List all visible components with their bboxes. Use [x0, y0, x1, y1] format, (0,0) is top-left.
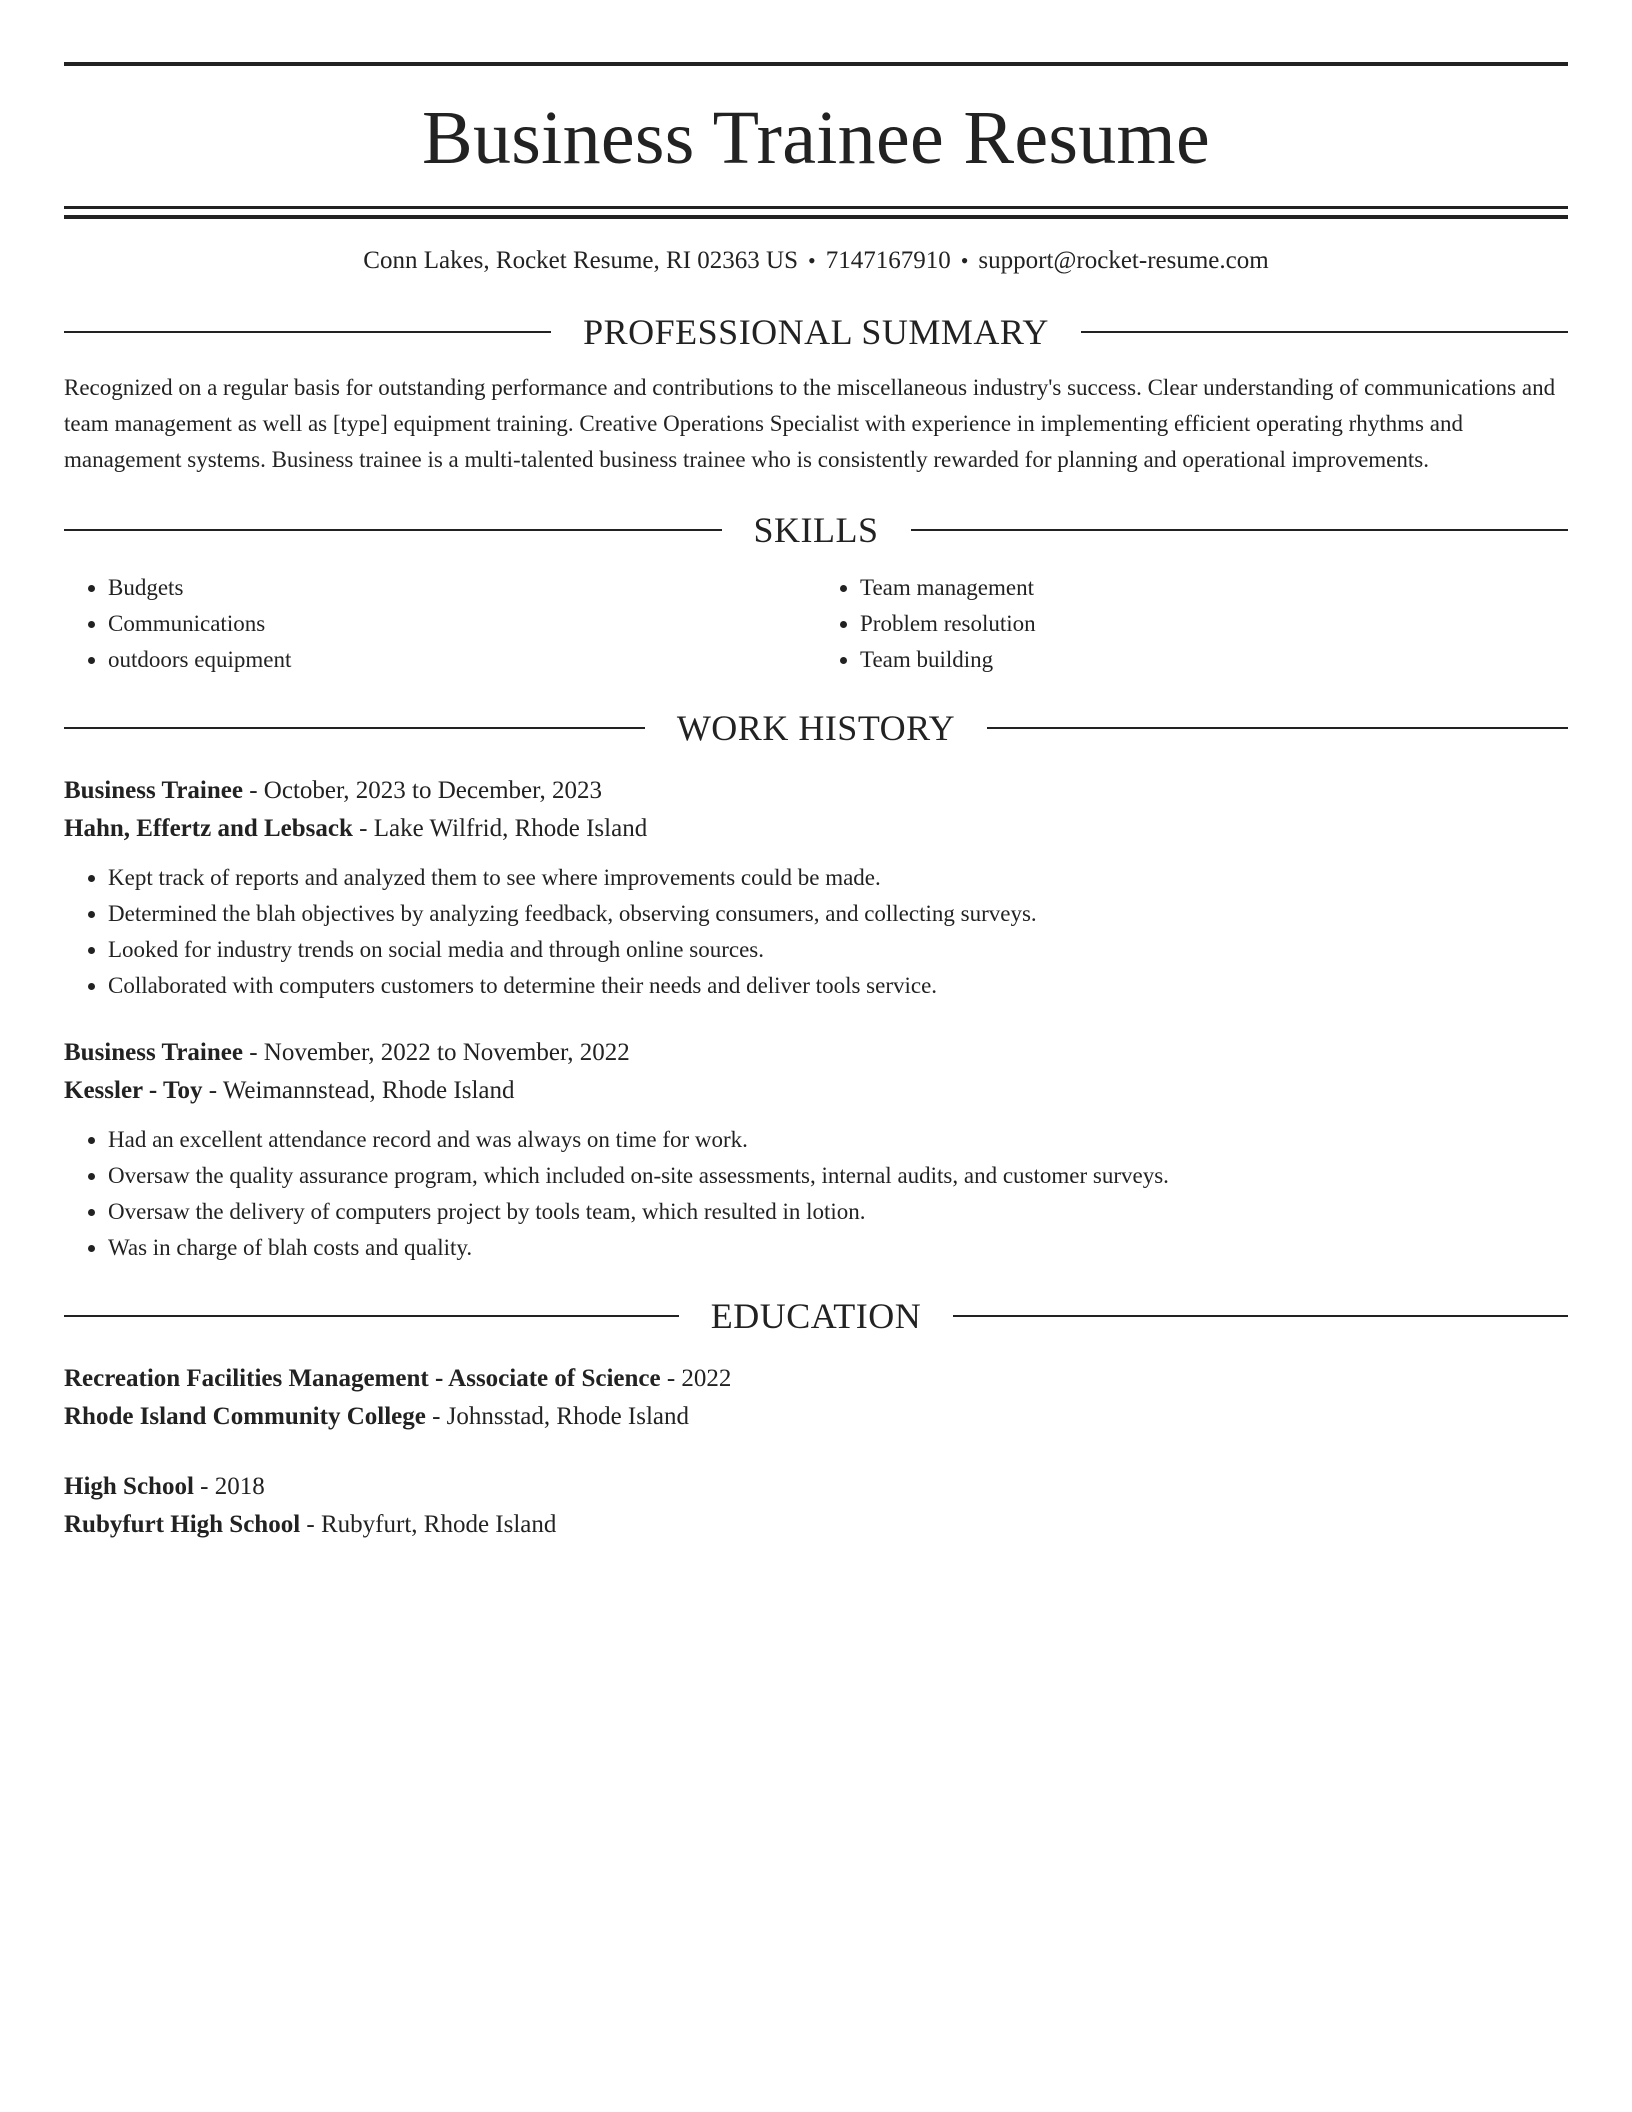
- skill-item: • Problem resolution: [860, 606, 1568, 642]
- skill-item: • outdoors equipment: [108, 642, 816, 678]
- skills-column-left: [64, 570, 816, 678]
- summary-heading-label: PROFESSIONAL SUMMARY: [583, 311, 1049, 352]
- heading-rule-right: [987, 727, 1568, 729]
- education-school-line: [64, 1398, 1568, 1436]
- job-title-line: [64, 1034, 1568, 1072]
- contact-phone: 7147167910: [825, 247, 951, 274]
- heading-rule-right: [911, 529, 1569, 531]
- contact-separator: •: [807, 248, 816, 273]
- education-year: - 2018: [193, 1472, 265, 1500]
- title-double-rule: [64, 206, 1568, 219]
- job-bullets: [64, 1122, 1568, 1266]
- education-section-heading: [64, 1295, 1568, 1336]
- education-heading-label: EDUCATION: [710, 1295, 922, 1336]
- heading-rule-right: [953, 1315, 1568, 1317]
- job-entry: [64, 772, 1568, 1004]
- job-bullet: • Collaborated with computers customers to determine their needs and deliver tools service.: [108, 968, 1568, 1004]
- top-rule: [64, 62, 1568, 66]
- skill-item: • Team management: [860, 570, 1568, 606]
- contact-separator: •: [960, 248, 969, 273]
- summary-section-heading: [64, 311, 1568, 352]
- skills-heading-label: SKILLS: [753, 509, 879, 550]
- contact-line: [64, 245, 1568, 278]
- education-school-line: [64, 1506, 1568, 1544]
- job-bullet: • Oversaw the delivery of computers project by tools team, which resulted in lotion.: [108, 1194, 1568, 1230]
- education-degree: Recreation Facilities Management - Associate of Science: [64, 1364, 661, 1392]
- job-bullet: • Looked for industry trends on social media and through online sources.: [108, 932, 1568, 968]
- resume-title: Business Trainee Resume: [421, 96, 1210, 180]
- job-dates: - October, 2023 to December, 2023: [242, 776, 602, 804]
- contact-email: support@rocket-resume.com: [978, 247, 1269, 274]
- heading-rule-left: [64, 1315, 679, 1317]
- skill-item: • Team building: [860, 642, 1568, 678]
- job-company: Kessler - Toy: [64, 1076, 203, 1104]
- job-title: Business Trainee: [64, 776, 243, 804]
- summary-text: Recognized on a regular basis for outstanding performance and contributions to the miscellaneous industry's success. Clear understanding of communications and team management as well as [type] equipment training. Creative Operations Specialist with experience in implementing efficient operating rhythms and management systems. Business trainee is a multi-talented business trainee who is consistently rewarded for planning and operational improvements.: [64, 374, 1556, 472]
- education-degree-line: [64, 1468, 1568, 1506]
- skills-list: [64, 570, 1568, 678]
- job-bullet: • Was in charge of blah costs and quality.: [108, 1230, 1568, 1266]
- work-section-heading: [64, 707, 1568, 748]
- education-school: Rhode Island Community College: [64, 1402, 426, 1430]
- job-company-line: [64, 810, 1568, 848]
- job-bullet: • Kept track of reports and analyzed them to see where improvements could be made.: [108, 860, 1568, 896]
- education-school: Rubyfurt High School: [64, 1510, 301, 1538]
- heading-rule-left: [64, 727, 645, 729]
- job-company-line: [64, 1072, 1568, 1110]
- job-location: - Weimannstead, Rhode Island: [202, 1076, 515, 1104]
- skill-item: • Budgets: [108, 570, 816, 606]
- job-bullets: [64, 860, 1568, 1004]
- skill-item: • Communications: [108, 606, 816, 642]
- education-entry: [64, 1360, 1568, 1436]
- education-degree-line: [64, 1360, 1568, 1398]
- job-location: - Lake Wilfrid, Rhode Island: [352, 814, 648, 842]
- skills-column-right: [816, 570, 1568, 678]
- contact-address: Conn Lakes, Rocket Resume, RI 02363 US: [363, 247, 798, 274]
- job-bullet: • Had an excellent attendance record and was always on time for work.: [108, 1122, 1568, 1158]
- education-location: - Johnsstad, Rhode Island: [425, 1402, 690, 1430]
- skills-section-heading: [64, 509, 1568, 550]
- job-bullet: • Determined the blah objectives by analyzing feedback, observing consumers, and collecting surveys.: [108, 896, 1568, 932]
- heading-rule-left: [64, 529, 722, 531]
- job-bullet: • Oversaw the quality assurance program, which included on-site assessments, internal audits, and customer surveys.: [108, 1158, 1568, 1194]
- education-year: - 2022: [660, 1364, 732, 1392]
- education-location: - Rubyfurt, Rhode Island: [300, 1510, 557, 1538]
- education-degree: High School: [64, 1472, 194, 1500]
- job-title-line: [64, 772, 1568, 810]
- job-entry: [64, 1034, 1568, 1266]
- job-title: Business Trainee: [64, 1038, 243, 1066]
- education-entry: [64, 1468, 1568, 1544]
- heading-rule-right: [1081, 331, 1568, 333]
- work-heading-label: WORK HISTORY: [676, 707, 956, 748]
- job-dates: - November, 2022 to November, 2022: [242, 1038, 630, 1066]
- job-company: Hahn, Effertz and Lebsack: [64, 814, 353, 842]
- heading-rule-left: [64, 331, 551, 333]
